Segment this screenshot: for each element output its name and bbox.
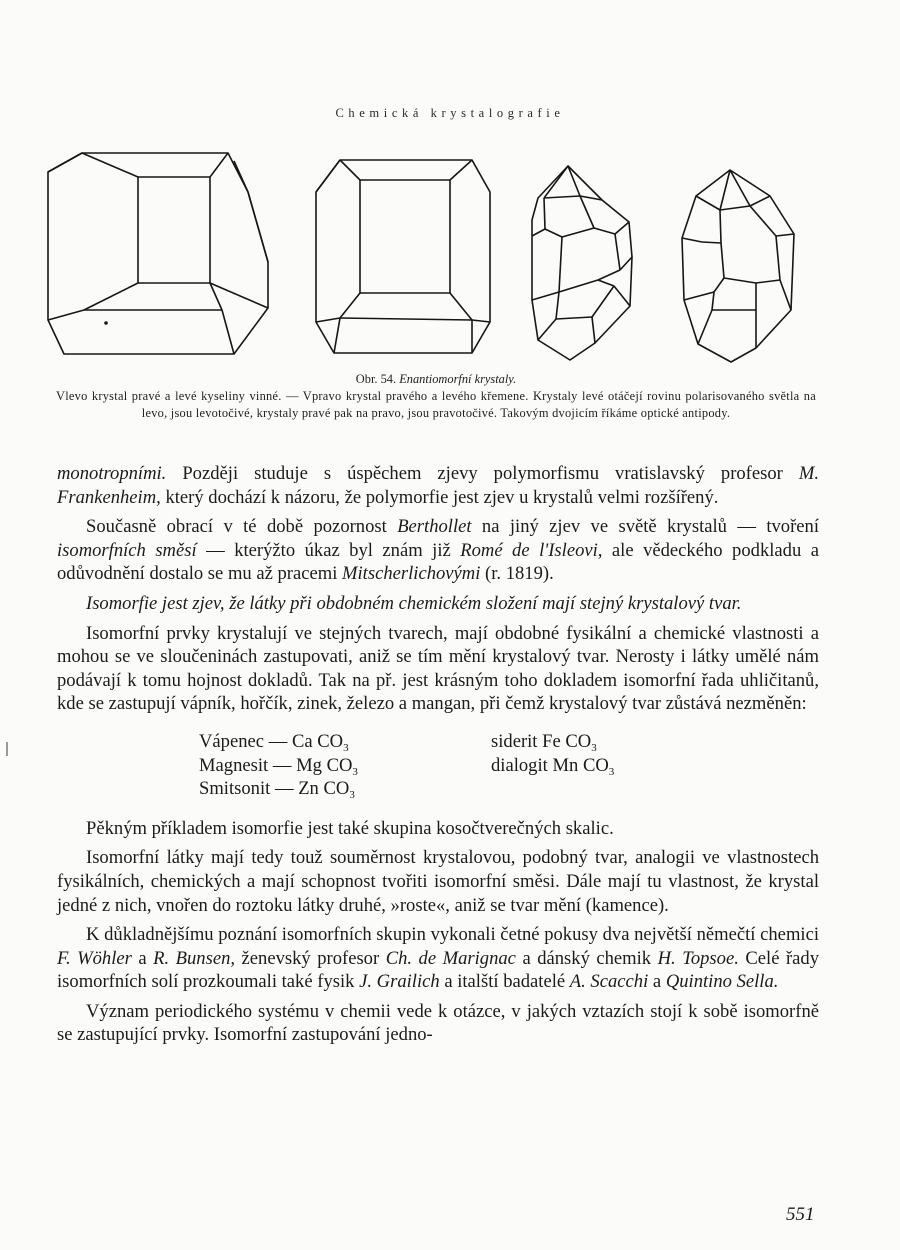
- subscript: 3: [352, 765, 358, 778]
- crystal-tartaric-left: [48, 153, 268, 354]
- formula: Zn CO: [298, 778, 350, 800]
- separator: —: [268, 754, 297, 776]
- text: Celé řady isomorfních solí prozkoumali také fysik: [57, 947, 819, 993]
- name-topsoe: H. Topsoe.: [657, 947, 739, 969]
- separator: —: [270, 778, 299, 800]
- caption-text: Vlevo krystal pravé a levé kyseliny vinné. — Vpravo krystal pravého a levého křemene. Krystaly levé otáčejí rovinu polarisovaného světla na levo, jsou levotočivé, krystaly pravé pak na pravo, jsou pravotočivé. Takovým dvojicím říkáme optické antipody.: [56, 389, 816, 420]
- paragraph-2: [57, 515, 819, 586]
- subscript: 3: [591, 741, 597, 754]
- formula-dialogit: [491, 754, 614, 778]
- name-scacchi: A. Scacchi: [569, 971, 649, 993]
- name-bunsen: R. Bunsen,: [153, 947, 236, 969]
- body-text: [57, 462, 819, 1047]
- page-number: 551: [786, 1204, 815, 1225]
- formula-smitsonit: [199, 777, 491, 801]
- name-wohler: F. Wöhler: [57, 947, 132, 969]
- text: (r. 1819).: [480, 563, 554, 585]
- subscript: 3: [608, 765, 615, 778]
- figure-number: Obr. 54.: [355, 372, 397, 386]
- text: ale vědeckého podkladu a odůvodnění dostalo se mu až pracemi: [57, 539, 819, 585]
- isomorphism-definition: Isomorfie jest zjev, že látky při obdobném chemickém složení mají stejný krystalový tvar.: [86, 592, 742, 614]
- formula: Mg CO: [296, 754, 353, 776]
- formula: Ca CO: [291, 730, 344, 752]
- paragraph-7: [57, 923, 819, 994]
- mineral-name: Magnesit: [199, 754, 269, 776]
- text: a: [648, 971, 666, 993]
- text: a italští badatelé: [439, 971, 570, 993]
- name-sella: Quintino Sella.: [665, 971, 779, 993]
- mineral-name: Vápenec: [199, 730, 265, 752]
- subscript: 3: [343, 741, 349, 754]
- name-berthollet: Berthollet: [397, 516, 472, 538]
- formula: Fe CO: [537, 730, 592, 752]
- crystal-figure: [40, 150, 820, 372]
- text: který dochází k názoru, že polymorfie jest zjev u krystalů velmi rozšířený.: [160, 486, 719, 508]
- paragraph-definition: [57, 592, 819, 616]
- crystal-quartz-left: [532, 166, 632, 360]
- paragraph-6: Isomorfní látky mají tedy touž souměrnost krystalovou, podobný tvar, analogii ve vlastnostech fysikálních, chemických a mají schopnost tvořiti isomorfní směsi. Dále mají tu vlastnost, že krystal jedné z nich, vnořen do roztoku látky druhé, »roste«, aniž se tvar mění (kamence).: [57, 847, 819, 916]
- crystal-tartaric-right: [316, 160, 490, 353]
- formula-magnesit: [199, 754, 491, 778]
- mineral-name: siderit: [491, 730, 538, 752]
- text: Současně obrací v té době pozornost: [86, 516, 398, 538]
- formula-column-left: [199, 730, 491, 801]
- text: na jiný zjev ve světě krystalů — tvoření: [471, 516, 819, 538]
- subscript: 3: [349, 789, 355, 802]
- text: — kterýžto úkaz byl znám již: [196, 539, 461, 561]
- term-isomorphic-mixtures: isomorfních směsí: [57, 539, 197, 561]
- paragraph-8: Význam periodického systému v chemii vede k otázce, v jakých vztazích stojí k sobě isomorfně se zastupující prvky. Isomorfní zastupování jedno-: [57, 1000, 819, 1046]
- text-italic: monotropními.: [57, 463, 167, 484]
- paragraph-4: Isomorfní prvky krystalují ve stejných tvarech, mají obdobné fysikální a chemické vlastnosti a mohou se ve sloučeninách zastupovati, aniž se tím mění krystalový tvar. Nerosty i látky umělé nám podávají k tomu hojnost dokladů. Tak na př. jest krásným toho dokladem isomorfní řada uhličitanů, kde se zastupují vápník, hořčík, zinek, železo a mangan, při čemž krystalový tvar zůstává nezměněn:: [57, 622, 819, 715]
- text: a: [131, 947, 154, 969]
- name-frankenheim: M. Frankenheim,: [57, 463, 819, 508]
- text: ženevský profesor: [235, 947, 386, 969]
- mineral-formula-list: [199, 730, 819, 801]
- name-rome-de-lisle: Romé de l'Isleovi,: [460, 539, 603, 561]
- figure-caption: [56, 371, 816, 422]
- formula-vapenec: [199, 730, 491, 754]
- formula-siderit: [491, 730, 614, 754]
- caption-title: [56, 371, 816, 388]
- mineral-name: Smitsonit: [199, 778, 271, 800]
- running-head: Chemická krystalografie: [335, 106, 565, 120]
- figure-title: Enantiomorfní krystaly.: [399, 372, 517, 386]
- text: Později studuje s úspěchem zjevy polymorfismu vratislavský profesor: [166, 463, 799, 484]
- crystal-quartz-right: [682, 170, 794, 362]
- text: a dánský chemik: [515, 947, 658, 969]
- name-marignac: Ch. de Marignac: [385, 947, 516, 969]
- margin-mark: [6, 742, 8, 756]
- separator: —: [264, 730, 292, 752]
- crystal-drawings: [40, 150, 820, 372]
- name-mitscherlich: Mitscherlichovými: [342, 563, 481, 585]
- paragraph-5: Pěkným příkladem isomorfie jest také skupina kosočtverečných skalic.: [86, 817, 614, 839]
- name-grailich: J. Grailich: [359, 971, 440, 993]
- formula: Mn CO: [547, 754, 609, 776]
- text: K důkladnějšímu poznání isomorfních skupin vykonali četné pokusy dva největší němečtí chemici: [86, 924, 819, 946]
- formula-column-right: [491, 730, 614, 801]
- paragraph-1: [57, 462, 819, 509]
- mineral-name: dialogit: [491, 754, 548, 776]
